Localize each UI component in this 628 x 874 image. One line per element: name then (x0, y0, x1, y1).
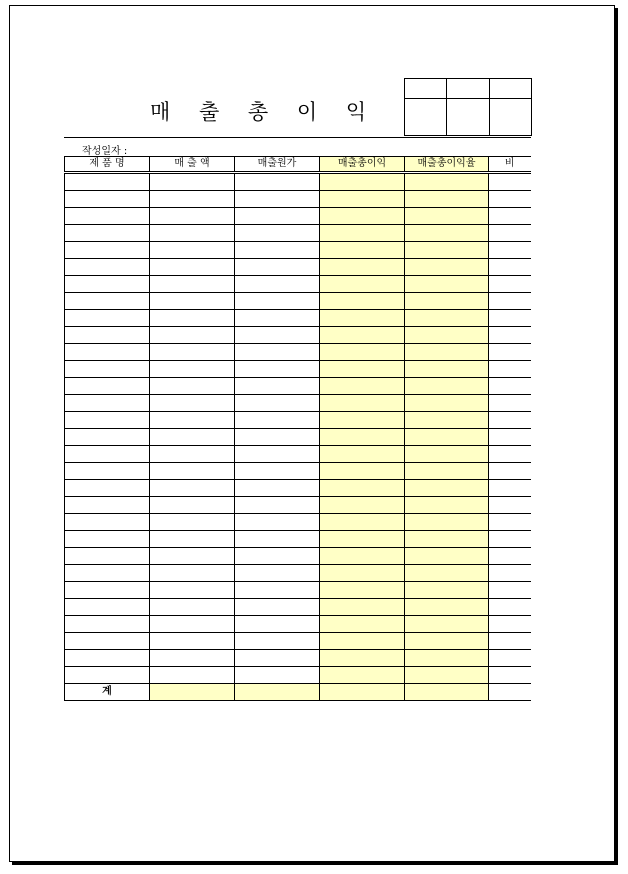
cell-product-name[interactable] (65, 599, 150, 616)
cell-gross-margin[interactable] (405, 633, 489, 650)
cell-remarks[interactable] (489, 208, 531, 225)
cell-sales[interactable] (150, 565, 235, 582)
cell-cost-of-sales[interactable] (235, 361, 320, 378)
cell-remarks[interactable] (489, 514, 531, 531)
cell-cost-of-sales[interactable] (235, 242, 320, 259)
cell-remarks[interactable] (489, 310, 531, 327)
cell-gross-profit[interactable] (320, 463, 405, 480)
cell-cost-of-sales[interactable] (235, 395, 320, 412)
cell-product-name[interactable] (65, 616, 150, 633)
cell-cost-of-sales[interactable] (235, 412, 320, 429)
table-row (65, 565, 531, 582)
cell-remarks[interactable] (489, 344, 531, 361)
header-remarks: 비 (489, 157, 531, 173)
cell-product-name[interactable] (65, 225, 150, 242)
cell-gross-profit[interactable] (320, 599, 405, 616)
table-row (65, 514, 531, 531)
cell-gross-margin[interactable] (405, 395, 489, 412)
approval-header-cell-3[interactable] (490, 79, 532, 99)
document-title: 매 출 총 이 익 (150, 100, 378, 124)
cell-cost-of-sales[interactable] (235, 344, 320, 361)
total-label: 계 (65, 684, 150, 701)
table-row (65, 276, 531, 293)
cell-sales[interactable] (150, 173, 235, 191)
table-row (65, 310, 531, 327)
cell-product-name[interactable] (65, 173, 150, 191)
cell-gross-profit[interactable] (320, 446, 405, 463)
approval-sign-cell-1[interactable] (405, 99, 447, 136)
table-row (65, 242, 531, 259)
cell-product-name[interactable] (65, 276, 150, 293)
cell-sales[interactable] (150, 276, 235, 293)
cell-remarks[interactable] (489, 446, 531, 463)
cell-remarks[interactable] (489, 650, 531, 667)
cell-cost-of-sales[interactable] (235, 599, 320, 616)
cell-gross-profit[interactable] (320, 531, 405, 548)
cell-cost-of-sales[interactable] (235, 259, 320, 276)
table-row (65, 633, 531, 650)
cell-gross-profit[interactable] (320, 225, 405, 242)
cell-remarks[interactable] (489, 565, 531, 582)
cell-cost-of-sales[interactable] (235, 191, 320, 208)
cell-sales[interactable] (150, 667, 235, 684)
cell-remarks[interactable] (489, 480, 531, 497)
cell-sales[interactable] (150, 463, 235, 480)
cell-product-name[interactable] (65, 548, 150, 565)
cell-gross-profit[interactable] (320, 378, 405, 395)
cell-gross-profit[interactable] (320, 327, 405, 344)
cell-gross-margin[interactable] (405, 446, 489, 463)
cell-product-name[interactable] (65, 344, 150, 361)
cell-gross-profit[interactable] (320, 361, 405, 378)
total-remarks[interactable] (489, 684, 531, 701)
cell-gross-profit[interactable] (320, 548, 405, 565)
cell-product-name[interactable] (65, 259, 150, 276)
cell-cost-of-sales[interactable] (235, 633, 320, 650)
cell-gross-margin[interactable] (405, 173, 489, 191)
cell-gross-profit[interactable] (320, 191, 405, 208)
cell-cost-of-sales[interactable] (235, 173, 320, 191)
cell-cost-of-sales[interactable] (235, 480, 320, 497)
cell-gross-profit[interactable] (320, 242, 405, 259)
cell-remarks[interactable] (489, 667, 531, 684)
total-sales[interactable] (150, 684, 235, 701)
cell-gross-margin[interactable] (405, 463, 489, 480)
cell-cost-of-sales[interactable] (235, 378, 320, 395)
cell-cost-of-sales[interactable] (235, 497, 320, 514)
cell-product-name[interactable] (65, 310, 150, 327)
table-row (65, 429, 531, 446)
table-row (65, 650, 531, 667)
table-row (65, 225, 531, 242)
table-row (65, 616, 531, 633)
header-gross-profit: 매출총이익 (320, 157, 405, 173)
cell-gross-profit[interactable] (320, 667, 405, 684)
cell-cost-of-sales[interactable] (235, 582, 320, 599)
cell-gross-margin[interactable] (405, 480, 489, 497)
cell-remarks[interactable] (489, 293, 531, 310)
table-row (65, 293, 531, 310)
cell-remarks[interactable] (489, 361, 531, 378)
cell-product-name[interactable] (65, 565, 150, 582)
total-cost-of-sales[interactable] (235, 684, 320, 701)
cell-gross-margin[interactable] (405, 429, 489, 446)
cell-sales[interactable] (150, 616, 235, 633)
table-row (65, 446, 531, 463)
cell-cost-of-sales[interactable] (235, 276, 320, 293)
cell-gross-margin[interactable] (405, 667, 489, 684)
cell-sales[interactable] (150, 446, 235, 463)
header-product-name: 제 품 명 (65, 157, 150, 173)
cell-remarks[interactable] (489, 395, 531, 412)
cell-product-name[interactable] (65, 446, 150, 463)
cell-remarks[interactable] (489, 378, 531, 395)
cell-sales[interactable] (150, 191, 235, 208)
cell-remarks[interactable] (489, 327, 531, 344)
table-row (65, 191, 531, 208)
cell-gross-profit[interactable] (320, 480, 405, 497)
header-cost-of-sales: 매출원가 (235, 157, 320, 173)
cell-cost-of-sales[interactable] (235, 650, 320, 667)
cell-product-name[interactable] (65, 514, 150, 531)
cell-product-name[interactable] (65, 531, 150, 548)
cell-gross-profit[interactable] (320, 616, 405, 633)
cell-gross-margin[interactable] (405, 310, 489, 327)
cell-cost-of-sales[interactable] (235, 565, 320, 582)
cell-sales[interactable] (150, 633, 235, 650)
approval-header-cell-2[interactable] (447, 79, 490, 99)
cell-sales[interactable] (150, 429, 235, 446)
profit-table (64, 156, 531, 701)
date-label: 작성일자 : (82, 146, 128, 157)
cell-remarks[interactable] (489, 497, 531, 514)
table-row (65, 463, 531, 480)
cell-sales[interactable] (150, 310, 235, 327)
table-row (65, 378, 531, 395)
cell-remarks[interactable] (489, 548, 531, 565)
cell-sales[interactable] (150, 412, 235, 429)
cell-gross-profit[interactable] (320, 344, 405, 361)
table-row (65, 497, 531, 514)
cell-sales[interactable] (150, 208, 235, 225)
cell-gross-margin[interactable] (405, 514, 489, 531)
table-row (65, 667, 531, 684)
approval-box (404, 78, 532, 136)
cell-product-name[interactable] (65, 327, 150, 344)
cell-gross-margin[interactable] (405, 650, 489, 667)
cell-remarks[interactable] (489, 412, 531, 429)
cell-sales[interactable] (150, 480, 235, 497)
approval-sign-cell-2[interactable] (447, 99, 490, 136)
cell-gross-margin[interactable] (405, 225, 489, 242)
cell-sales[interactable] (150, 327, 235, 344)
cell-product-name[interactable] (65, 378, 150, 395)
total-gross-profit[interactable] (320, 684, 405, 701)
cell-remarks[interactable] (489, 429, 531, 446)
cell-remarks[interactable] (489, 259, 531, 276)
cell-product-name[interactable] (65, 395, 150, 412)
cell-gross-profit[interactable] (320, 497, 405, 514)
table-row (65, 531, 531, 548)
cell-cost-of-sales[interactable] (235, 327, 320, 344)
cell-gross-profit[interactable] (320, 276, 405, 293)
cell-cost-of-sales[interactable] (235, 208, 320, 225)
cell-cost-of-sales[interactable] (235, 548, 320, 565)
cell-product-name[interactable] (65, 582, 150, 599)
cell-gross-margin[interactable] (405, 191, 489, 208)
cell-sales[interactable] (150, 344, 235, 361)
cell-gross-profit[interactable] (320, 173, 405, 191)
cell-remarks[interactable] (489, 633, 531, 650)
table-row (65, 327, 531, 344)
cell-gross-margin[interactable] (405, 599, 489, 616)
cell-gross-profit[interactable] (320, 514, 405, 531)
cell-remarks[interactable] (489, 599, 531, 616)
header-gross-margin: 매출총이익율 (405, 157, 489, 173)
cell-gross-margin[interactable] (405, 327, 489, 344)
cell-cost-of-sales[interactable] (235, 429, 320, 446)
cell-remarks[interactable] (489, 225, 531, 242)
cell-product-name[interactable] (65, 480, 150, 497)
table-total-row (65, 684, 531, 701)
cell-cost-of-sales[interactable] (235, 225, 320, 242)
table-row (65, 259, 531, 276)
cell-gross-profit[interactable] (320, 208, 405, 225)
cell-gross-profit[interactable] (320, 412, 405, 429)
cell-gross-profit[interactable] (320, 582, 405, 599)
cell-gross-profit[interactable] (320, 395, 405, 412)
cell-gross-margin[interactable] (405, 565, 489, 582)
table-row (65, 395, 531, 412)
cell-cost-of-sales[interactable] (235, 293, 320, 310)
cell-gross-margin[interactable] (405, 208, 489, 225)
cell-gross-margin[interactable] (405, 276, 489, 293)
cell-sales[interactable] (150, 395, 235, 412)
cell-gross-profit[interactable] (320, 650, 405, 667)
cell-product-name[interactable] (65, 242, 150, 259)
cell-gross-margin[interactable] (405, 616, 489, 633)
cell-cost-of-sales[interactable] (235, 446, 320, 463)
table-row (65, 582, 531, 599)
cell-sales[interactable] (150, 293, 235, 310)
cell-gross-margin[interactable] (405, 293, 489, 310)
table-row (65, 480, 531, 497)
table-row (65, 599, 531, 616)
cell-gross-profit[interactable] (320, 259, 405, 276)
cell-gross-margin[interactable] (405, 531, 489, 548)
cell-remarks[interactable] (489, 276, 531, 293)
table-row (65, 548, 531, 565)
table-row (65, 173, 531, 191)
cell-sales[interactable] (150, 650, 235, 667)
table-row (65, 412, 531, 429)
cell-product-name[interactable] (65, 463, 150, 480)
cell-cost-of-sales[interactable] (235, 310, 320, 327)
header-divider (64, 137, 531, 138)
cell-product-name[interactable] (65, 361, 150, 378)
cell-remarks[interactable] (489, 191, 531, 208)
cell-cost-of-sales[interactable] (235, 667, 320, 684)
cell-remarks[interactable] (489, 242, 531, 259)
cell-cost-of-sales[interactable] (235, 463, 320, 480)
table-row (65, 361, 531, 378)
header-sales: 매 출 액 (150, 157, 235, 173)
cell-sales[interactable] (150, 225, 235, 242)
cell-gross-margin[interactable] (405, 548, 489, 565)
cell-sales[interactable] (150, 497, 235, 514)
cell-gross-margin[interactable] (405, 378, 489, 395)
cell-sales[interactable] (150, 242, 235, 259)
table-row (65, 344, 531, 361)
cell-product-name[interactable] (65, 412, 150, 429)
table-row (65, 208, 531, 225)
cell-product-name[interactable] (65, 429, 150, 446)
cell-sales[interactable] (150, 514, 235, 531)
cell-gross-profit[interactable] (320, 293, 405, 310)
cell-gross-margin[interactable] (405, 344, 489, 361)
cell-remarks[interactable] (489, 582, 531, 599)
cell-product-name[interactable] (65, 633, 150, 650)
cell-product-name[interactable] (65, 667, 150, 684)
cell-cost-of-sales[interactable] (235, 531, 320, 548)
cell-cost-of-sales[interactable] (235, 616, 320, 633)
cell-remarks[interactable] (489, 616, 531, 633)
cell-gross-margin[interactable] (405, 242, 489, 259)
cell-product-name[interactable] (65, 497, 150, 514)
total-gross-margin[interactable] (405, 684, 489, 701)
cell-gross-margin[interactable] (405, 259, 489, 276)
cell-gross-margin[interactable] (405, 582, 489, 599)
approval-sign-cell-3[interactable] (490, 99, 532, 136)
cell-sales[interactable] (150, 548, 235, 565)
cell-product-name[interactable] (65, 650, 150, 667)
cell-remarks[interactable] (489, 531, 531, 548)
approval-header-cell-1[interactable] (405, 79, 447, 99)
cell-sales[interactable] (150, 378, 235, 395)
cell-gross-profit[interactable] (320, 633, 405, 650)
cell-gross-profit[interactable] (320, 565, 405, 582)
cell-sales[interactable] (150, 531, 235, 548)
cell-sales[interactable] (150, 582, 235, 599)
cell-sales[interactable] (150, 599, 235, 616)
cell-gross-profit[interactable] (320, 429, 405, 446)
cell-gross-margin[interactable] (405, 497, 489, 514)
cell-cost-of-sales[interactable] (235, 514, 320, 531)
cell-product-name[interactable] (65, 191, 150, 208)
cell-sales[interactable] (150, 259, 235, 276)
table-header-row (65, 157, 531, 173)
cell-gross-margin[interactable] (405, 361, 489, 378)
cell-remarks[interactable] (489, 173, 531, 191)
cell-gross-margin[interactable] (405, 412, 489, 429)
cell-product-name[interactable] (65, 293, 150, 310)
cell-sales[interactable] (150, 361, 235, 378)
cell-gross-profit[interactable] (320, 310, 405, 327)
cell-product-name[interactable] (65, 208, 150, 225)
cell-remarks[interactable] (489, 463, 531, 480)
